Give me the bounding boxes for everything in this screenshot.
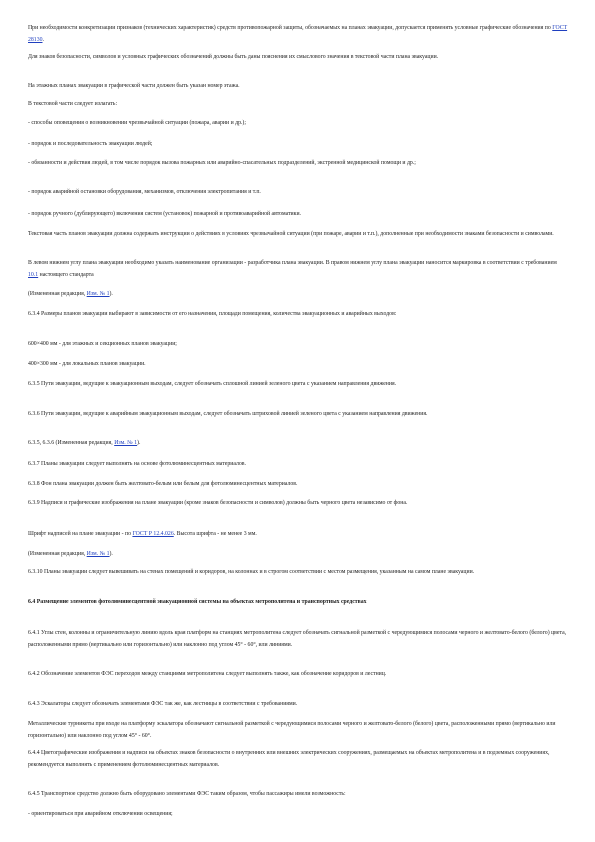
paragraph <box>28 808 568 820</box>
paragraph <box>28 378 568 390</box>
paragraph-text: 6.4.3 Эскалаторы следует обозначать элементами ФЭС так же, как лестницы в соответствии с требованиями. <box>28 701 298 707</box>
paragraph-text: В текстовой части следует излагать: <box>28 101 118 107</box>
paragraph-text: 6.3.5, 6.3.6 (Измененная редакция, <box>28 440 115 446</box>
paragraph <box>28 228 568 240</box>
paragraph-text: - порядок аварийной остановки оборудования, механизмов, отключения электропитания и т.п. <box>28 189 261 195</box>
paragraph-text: 6.3.5 Пути эвакуации, ведущие к эвакуационным выходам, следует обозначать сплошной линией зеленого цвета с указанием направления движения. <box>28 381 397 387</box>
paragraph-text: Для знаков безопасности, символов и условных графических обозначений должны быть даны пояснения их смыслового значения в текстовой части плана эвакуации. <box>28 54 439 60</box>
paragraph-text: 6.3.9 Надписи и графические изображения на плане эвакуации (кроме знаков безопасности и символов) должны быть черного цвета независимо от фона. <box>28 500 408 506</box>
paragraph <box>28 117 568 129</box>
paragraph <box>28 408 568 420</box>
paragraph-text: . <box>42 37 44 43</box>
paragraph-text: 6.3.8 Фон плана эвакуации должен быть желтовато-белым или белым для фотолюминесцентных материалов. <box>28 481 298 487</box>
paragraph-text: 6.4.4 Цветографические изображения и надписи на объектах знаков безопасности о внутренних или внешних электрических сооружениях, размещаемых на объектах метрополитена и в подземных сооружениях, рекомендуется выполнять с применением фотолюминесцентных материалов. <box>28 750 550 768</box>
section-heading <box>28 596 568 608</box>
paragraph-text: - способы оповещения о возникновении чрезвычайной ситуации (пожара, аварии и др.); <box>28 120 246 126</box>
paragraph-text: ). <box>109 291 113 297</box>
paragraph <box>28 138 568 150</box>
paragraph <box>28 208 568 220</box>
paragraph <box>28 747 568 771</box>
paragraph-text: 6.4.1 Углы стен, колонны и ограничительную линию вдоль края платформ на станциях метрополитена следует обозначать сигнальной разметкой с чередующимися полосами черного и желтовато-белого (белого) цвета, расположенными прямо (вертикально или горизонтально) или наклонно под углом 45° - 60°, или линиями. <box>28 630 567 648</box>
paragraph-text: ). <box>109 551 113 557</box>
paragraph-text: настоящего стандарта <box>38 272 94 278</box>
paragraph-text: 6.3.6 Пути эвакуации, ведущие к аварийным эвакуационным выходам, следует обозначать штриховой линией зеленого цвета с указанием направления движения. <box>28 411 428 417</box>
paragraph-text: 6.3.10 Планы эвакуации следует вывешивать на стенах помещений и коридоров, на колоннах и в строгом соответствии с местом размещения, указанным на самом плане эвакуации. <box>28 569 475 575</box>
paragraph <box>28 566 568 578</box>
paragraph-text: - порядок и последовательность эвакуации людей; <box>28 141 153 147</box>
paragraph <box>28 698 568 710</box>
paragraph <box>28 718 568 742</box>
paragraph-text: - порядок ручного (дублирующего) включения систем (установок) пожарной и противоаварийной автоматики. <box>28 211 302 217</box>
paragraph-text: Металлические турникеты при входе на платформу эскалатора обозначают сигнальной разметкой с чередующимися полосами черного и желтовато-белого (белого) цвета, расположенными прямо (вертикально или горизонтально) или наклонно под углом 45° - 60°. <box>28 721 556 739</box>
paragraph-text: На этажных планах эвакуации в графической части должен быть указан номер этажа. <box>28 83 240 89</box>
paragraph-text: 6.4 Размещение элементов фотолюминесцентной эвакуационной системы на объектах метрополитена и транспортных средствах <box>28 599 367 605</box>
paragraph-text: (Измененная редакция, <box>28 291 87 297</box>
paragraph-text: Шрифт надписей на плане эвакуации - по <box>28 531 133 537</box>
paragraph-text: В левом нижнем углу плана эвакуации необходимо указать наименование организации - разработчика плана эвакуации. В правом нижнем углу плана эвакуации наносится маркировка в соответствии с требованием <box>28 260 557 266</box>
paragraph <box>28 22 568 46</box>
reference-link[interactable]: Изм. № 1 <box>114 440 138 446</box>
paragraph-text: ). <box>137 440 141 446</box>
paragraph-text: При необходимости конкретизации признаков (технических характеристик) средств противопожарной защиты, обозначаемых на планах эвакуации, допускается применять условные графические обозначения по <box>28 25 553 31</box>
paragraph <box>28 358 568 370</box>
paragraph-text: - обязанности и действия людей, в том числе порядок вызова пожарных или аварийно-спасательных подразделений, экстренной медицинской помощи и др.; <box>28 160 416 166</box>
paragraph <box>28 98 568 110</box>
reference-link[interactable]: Изм. № 1 <box>86 551 110 557</box>
paragraph <box>28 288 568 300</box>
paragraph-text: 6.4.2 Обозначение элементов ФЭС переходов между станциями метрополитена следует выполнять также, как обозначение коридоров и лестниц. <box>28 671 387 677</box>
paragraph <box>28 51 568 63</box>
paragraph <box>28 308 568 320</box>
reference-link[interactable]: ГОСТ 28130 <box>28 25 568 43</box>
reference-link[interactable]: Изм. № 1 <box>86 291 110 297</box>
paragraph <box>28 548 568 560</box>
paragraph-text: 6.3.4 Размеры планов эвакуации выбирают в зависимости от его назначения, площади помещения, количества эвакуационных и аварийных выходов: <box>28 311 397 317</box>
paragraph <box>28 338 568 350</box>
reference-link[interactable]: ГОСТ Р 12.4.026 <box>132 531 174 537</box>
paragraph <box>28 257 568 281</box>
paragraph-text: - ориентироваться при аварийном отключении освещения; <box>28 811 173 817</box>
paragraph-text: (Измененная редакция, <box>28 551 87 557</box>
paragraph <box>28 497 568 509</box>
paragraph <box>28 788 568 800</box>
paragraph-text: . Высота шрифта - не менее 3 мм. <box>173 531 257 537</box>
paragraph <box>28 186 568 198</box>
paragraph <box>28 668 568 680</box>
paragraph <box>28 478 568 490</box>
paragraph-text: 600×400 мм - для этажных и секционных планов эвакуации; <box>28 341 177 347</box>
paragraph-text: 400×300 мм - для локальных планов эвакуации. <box>28 361 146 367</box>
paragraph-text: 6.3.7 Планы эвакуации следует выполнять на основе фотолюминесцентных материалов. <box>28 461 246 467</box>
paragraph <box>28 528 568 540</box>
paragraph <box>28 437 568 449</box>
paragraph <box>28 627 568 651</box>
paragraph-text: 6.4.5 Транспортное средство должно быть оборудовано элементами ФЭС таким образом, чтобы пассажиры имели возможность: <box>28 791 346 797</box>
reference-link[interactable]: 10.1 <box>28 272 39 278</box>
paragraph <box>28 80 568 92</box>
paragraph-text: Текстовая часть планов эвакуации должна содержать инструкции о действиях в условиях чрезвычайной ситуации (при пожаре, аварии и т.п.), дополненные при необходимости знаками безопасности и символами. <box>28 231 554 237</box>
paragraph <box>28 458 568 470</box>
paragraph <box>28 157 568 169</box>
